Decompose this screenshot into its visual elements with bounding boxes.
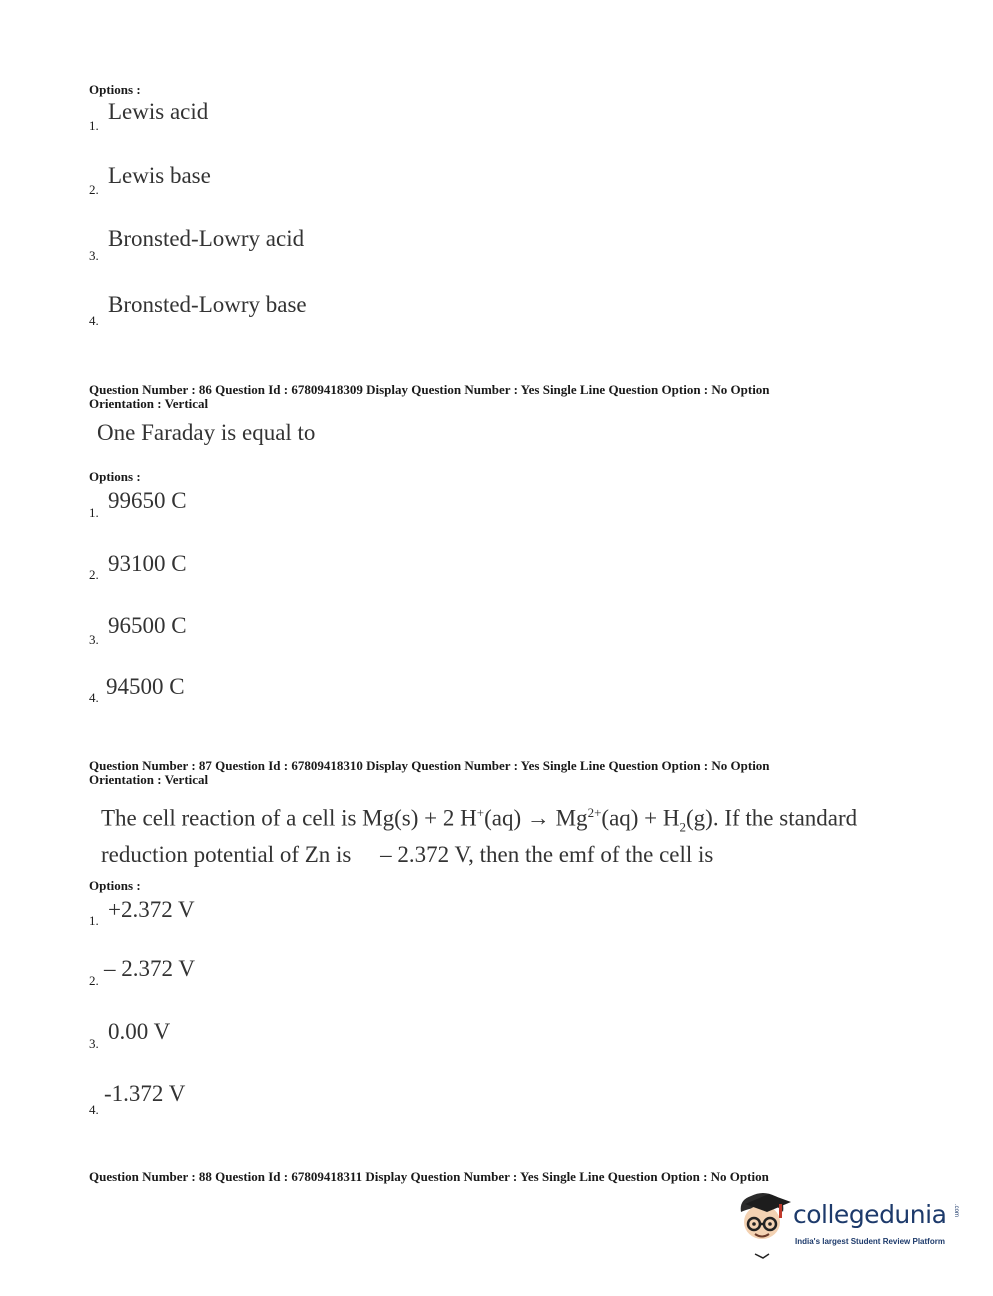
brand-domain: .com [953,1204,959,1218]
option-number: 2. [89,973,99,988]
brand-tagline: India's largest Student Review Platform [795,1237,945,1246]
option-number: 1. [89,505,99,520]
question-line [101,799,931,841]
option-text: -1.372 V [104,1081,186,1106]
option-number: 1. [89,118,99,133]
option-text: 93100 C [108,551,187,576]
option-text: Bronsted-Lowry acid [108,226,305,251]
option-text: +2.372 V [108,897,195,922]
question-text: One Faraday is equal to [97,420,316,445]
question-meta [89,759,889,787]
option-number: 3. [89,248,99,263]
superscript: + [476,805,485,820]
option-text: Lewis acid [108,99,209,124]
question-meta-line: Question Number : 86 Question Id : 67809418309 Display Question Number : Yes Single Line Question Option : No Option [89,382,770,397]
question-fragment: (g). If the standard [686,805,858,831]
option-number: 3. [89,1036,99,1051]
question-meta-line: Orientation : Vertical [89,396,209,411]
question-meta-line: Orientation : Vertical [89,772,209,787]
brand-name: collegedunia [793,1200,947,1229]
question-fragment: The cell reaction of a cell is Mg(s) + 2 H [101,805,477,831]
option-text: 0.00 V [108,1019,171,1044]
option-text: 96500 C [108,613,187,638]
subscript: 2 [679,819,687,835]
option-number: 4. [89,690,99,705]
option-text: – 2.372 V [104,956,195,981]
option-number: 3. [89,632,99,647]
options-label: Options : [89,878,141,893]
question-meta-line: Question Number : 88 Question Id : 67809418311 Display Question Number : Yes Single Line Question Option : No Option [89,1170,769,1184]
option-number: 4. [89,313,99,328]
option-text: 94500 C [106,674,185,699]
question-meta [89,383,889,411]
question-meta [89,1170,889,1184]
options-label: Options : [89,82,141,97]
option-text: Bronsted-Lowry base [108,292,307,317]
option-number: 2. [89,567,99,582]
option-text: 99650 C [108,488,187,513]
superscript: 2+ [587,805,602,820]
mascot-icon [735,1190,793,1260]
option-text: Lewis base [108,163,211,188]
option-number: 1. [89,913,99,928]
option-number: 2. [89,182,99,197]
question-fragment: (aq) + H [601,805,680,831]
question-text [101,799,931,869]
option-number: 4. [89,1102,99,1117]
question-meta-line: Question Number : 87 Question Id : 67809418310 Display Question Number : Yes Single Line Question Option : No Option [89,758,770,773]
collegedunia-logo [735,1190,965,1260]
question-line: reduction potential of Zn is – 2.372 V, then the emf of the cell is [101,842,714,868]
question-fragment: (aq) → Mg [484,805,588,831]
cut-off-text [89,1185,239,1188]
options-label: Options : [89,469,141,484]
